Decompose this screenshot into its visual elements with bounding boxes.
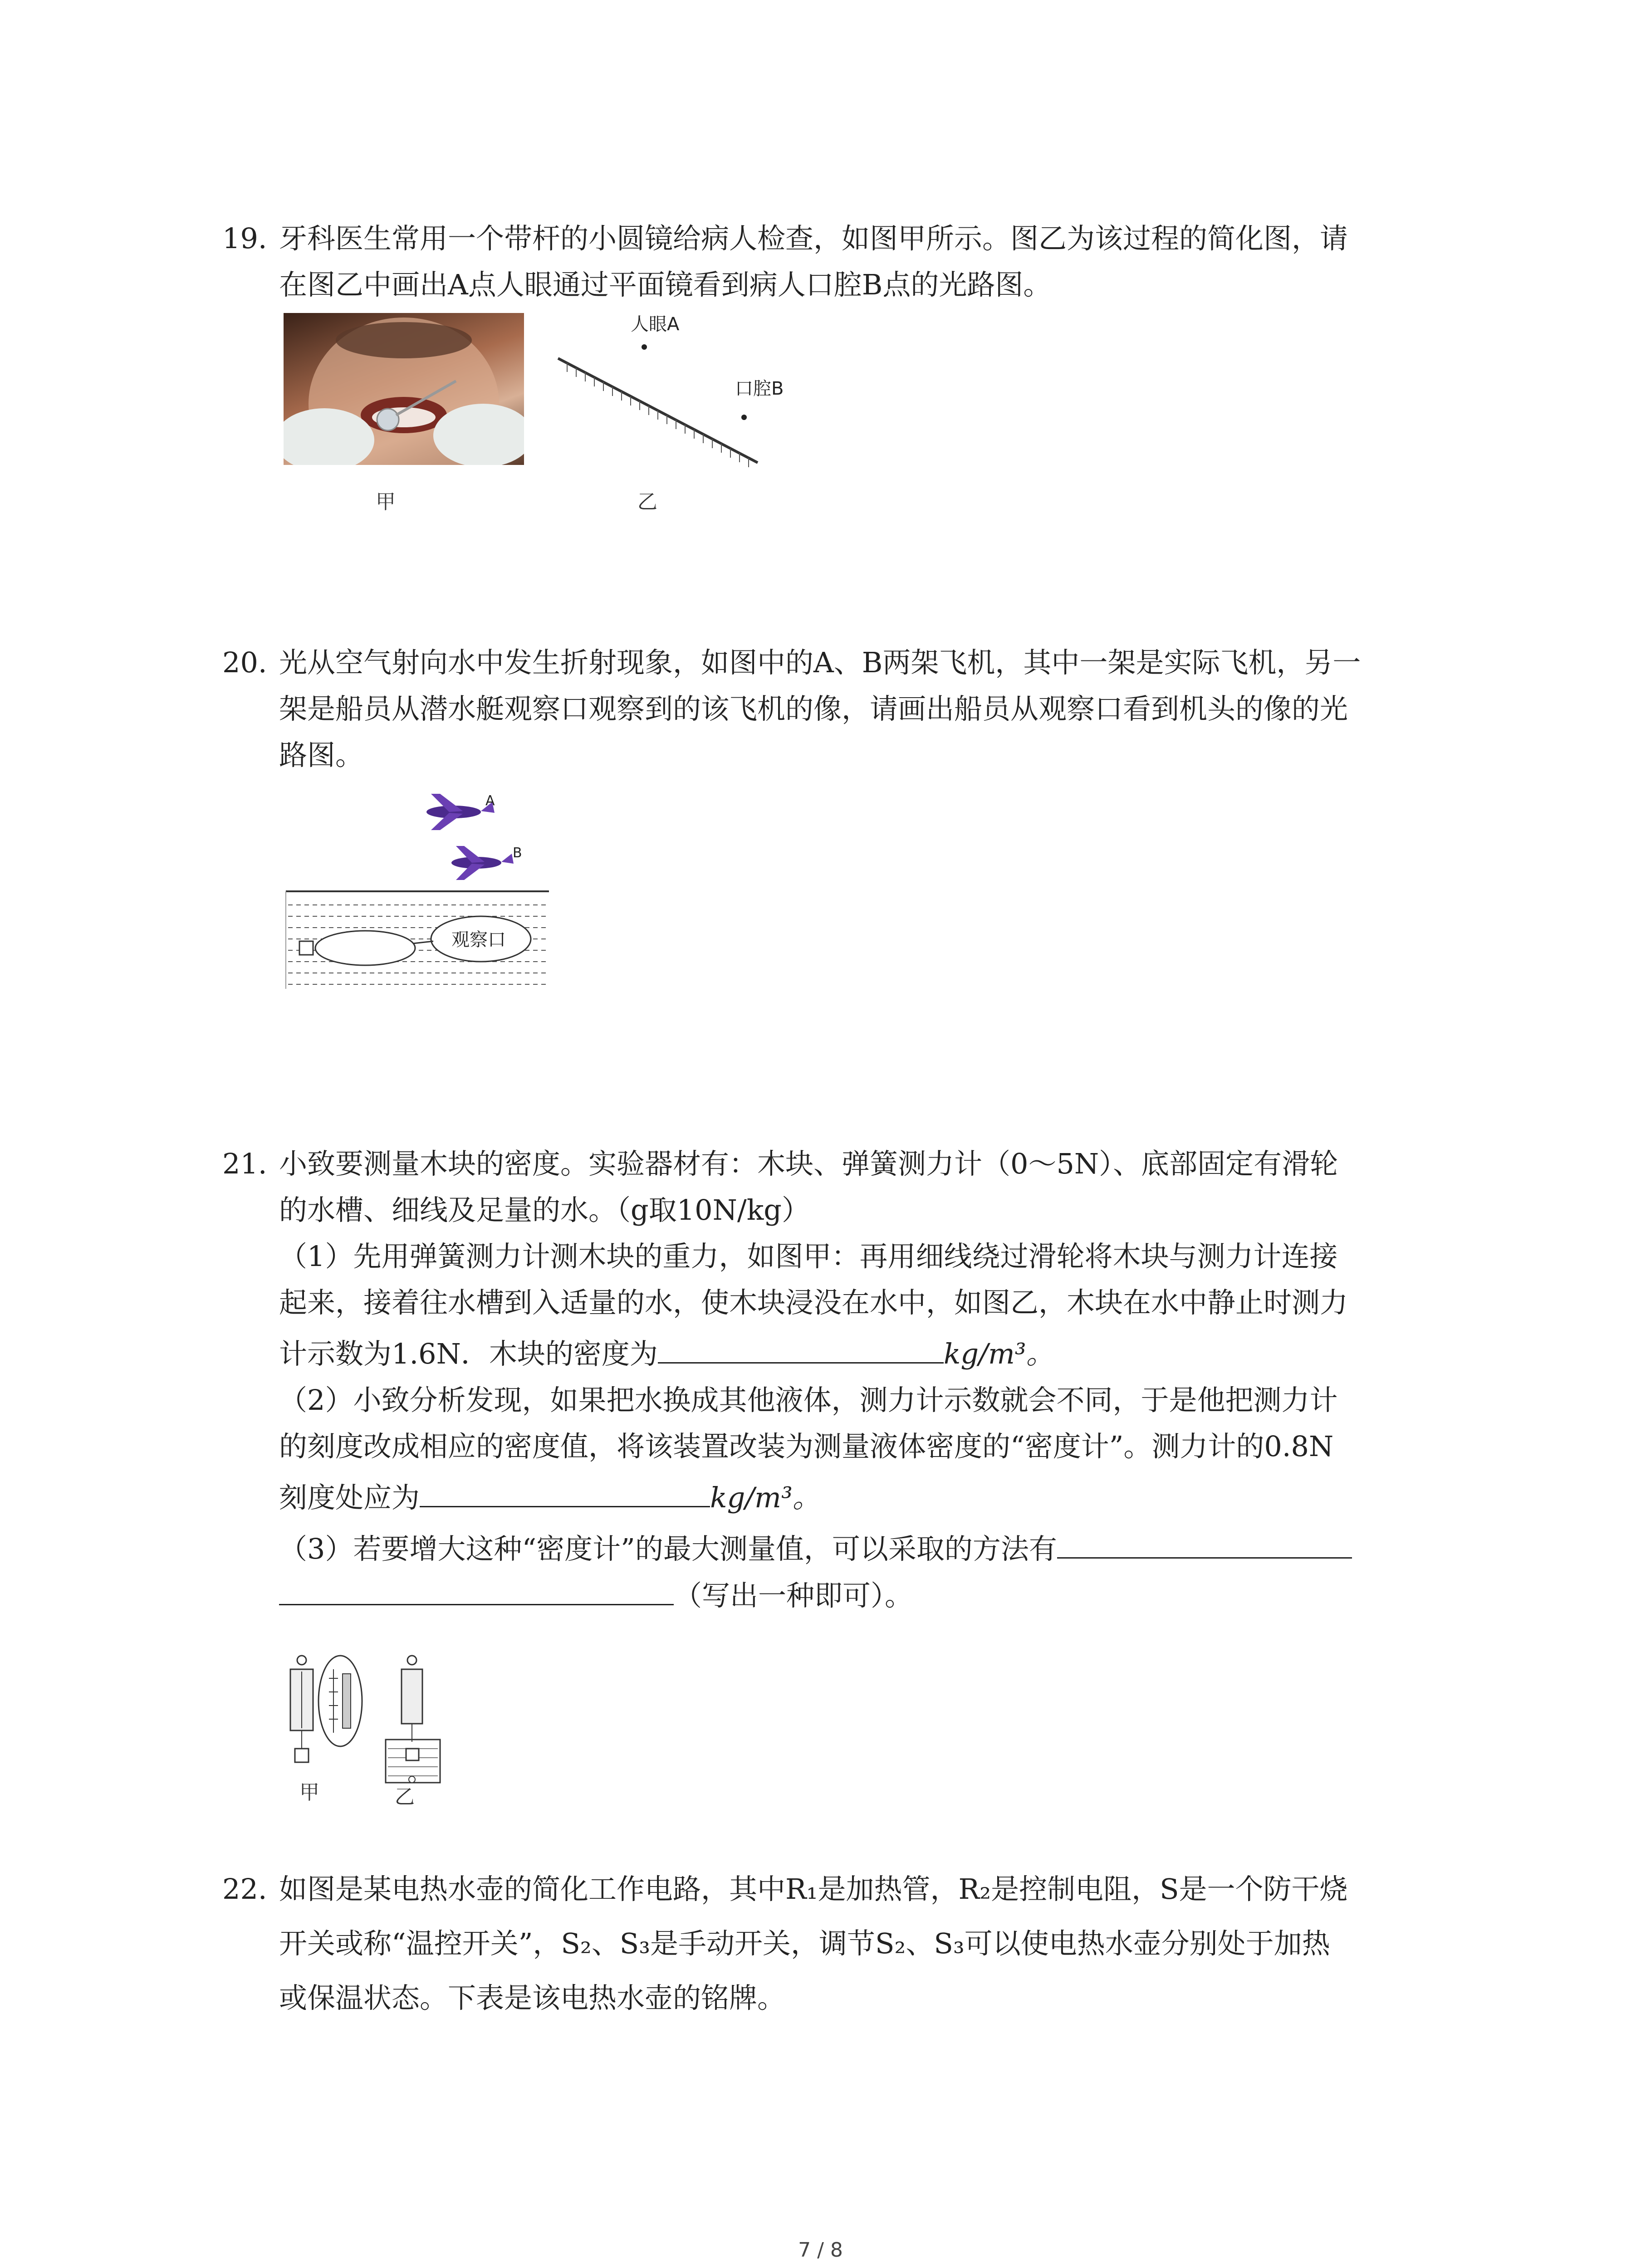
figure-label-yi: 乙: [395, 1785, 415, 1809]
answer-blank-density[interactable]: [658, 1330, 944, 1364]
unit-label: kg/m³。: [710, 1481, 821, 1514]
question-text-line: 光从空气射向水中发生折射现象，如图中的A、B两架飞机，其中一架是实际飞机，另一: [279, 646, 1361, 679]
plane-a-label: A: [485, 793, 495, 809]
plane-b-label: B: [513, 845, 522, 861]
question-text-line: 在图乙中画出A点人眼通过平面镜看到病人口腔B点的光路图。: [279, 268, 1052, 301]
question-text: 计示数为1.6N．木块的密度为: [279, 1337, 658, 1370]
question-21: [222, 1141, 1447, 1619]
question-text: （3）若要增大这种“密度计”的最大测量值，可以采取的方法有: [279, 1532, 1057, 1565]
answer-blank-scale[interactable]: [420, 1474, 710, 1507]
spring-scale-yi-icon: [386, 1656, 440, 1783]
question-text-line: （2）小致分析发现，如果把水换成其他液体，测力计示数就会不同，于是他把测力计: [279, 1383, 1338, 1417]
spring-scale-jia-icon: [290, 1656, 313, 1762]
question-text-line: [222, 1474, 1447, 1521]
airplane-b-icon: [451, 846, 514, 880]
figure-label-jia: 甲: [376, 490, 396, 513]
question-text: 刻度处应为: [279, 1481, 420, 1514]
question-19: [222, 215, 1447, 308]
page-number: 7 / 8: [798, 2239, 843, 2262]
airplane-a-icon: [426, 794, 495, 830]
question-text-line: 牙科医生常用一个带杆的小圆镜给病人检查，如图甲所示。图乙为该过程的简化图，请: [279, 222, 1348, 255]
plane-mirror: [558, 358, 758, 467]
observation-window-label: 观察口: [451, 929, 506, 950]
question-text-line: 开关或称“温控开关”，S₂、S₃是手动开关，调节S₂、S₃可以使电热水壶分别处于加热: [279, 1927, 1330, 1960]
figure-label-jia: 甲: [299, 1781, 319, 1804]
question-22: [222, 1862, 1447, 2025]
unit-label: kg/m³。: [943, 1337, 1054, 1370]
question-number: 22.: [222, 1872, 267, 1906]
question-text: （写出一种即可）。: [674, 1579, 913, 1612]
question-number: 21.: [222, 1147, 267, 1180]
question-text-line: 的水槽、细线及足量的水。（g取10N/kg）: [279, 1193, 810, 1227]
question-number: 19.: [222, 222, 267, 255]
scale-detail-icon: [318, 1656, 362, 1746]
mirror-diagram: [549, 308, 803, 472]
eye-a-label: 人眼A: [631, 314, 680, 335]
dentist-photo: [284, 313, 524, 465]
figure-label-yi: 乙: [637, 490, 657, 513]
question-text-line: [222, 1525, 1447, 1572]
answer-blank-method-1[interactable]: [1057, 1525, 1352, 1559]
question-20: [222, 640, 1447, 778]
question-text-line: （1）先用弹簧测力计测木块的重力，如图甲：再用细线绕过滑轮将木块与测力计连接: [279, 1240, 1338, 1273]
point-b-dot: [741, 415, 747, 420]
question-text-line: [222, 1330, 1447, 1377]
question-text-line: 的刻度改成相应的密度值，将该装置改装为测量液体密度的“密度计”。测力计的0.8N: [279, 1430, 1334, 1463]
question-text-line: 如图是某电热水壶的简化工作电路，其中R₁是加热管，R₂是控制电阻，S是一个防干烧: [279, 1872, 1348, 1906]
point-a-dot: [642, 344, 647, 350]
answer-blank-method-2[interactable]: [279, 1572, 674, 1605]
question-text-line: 小致要测量木块的密度。实验器材有：木块、弹簧测力计（0～5N）、底部固定有滑轮: [279, 1147, 1338, 1180]
refraction-diagram: [281, 785, 554, 998]
question-text-line: 起来，接着往水槽到入适量的水，使木块浸没在水中，如图乙，木块在水中静止时测力: [279, 1286, 1348, 1319]
question-text-line: 或保温状态。下表是该电热水壶的铭牌。: [279, 1981, 786, 2014]
question-number: 20.: [222, 646, 267, 679]
question-text-line: 架是船员从潜水艇观察口观察到的该飞机的像，请画出船员从观察口看到机头的像的光: [279, 692, 1348, 725]
mouth-b-label: 口腔B: [735, 378, 784, 399]
question-text-line: [222, 1572, 1447, 1619]
question-text-line: 路图。: [279, 738, 364, 772]
